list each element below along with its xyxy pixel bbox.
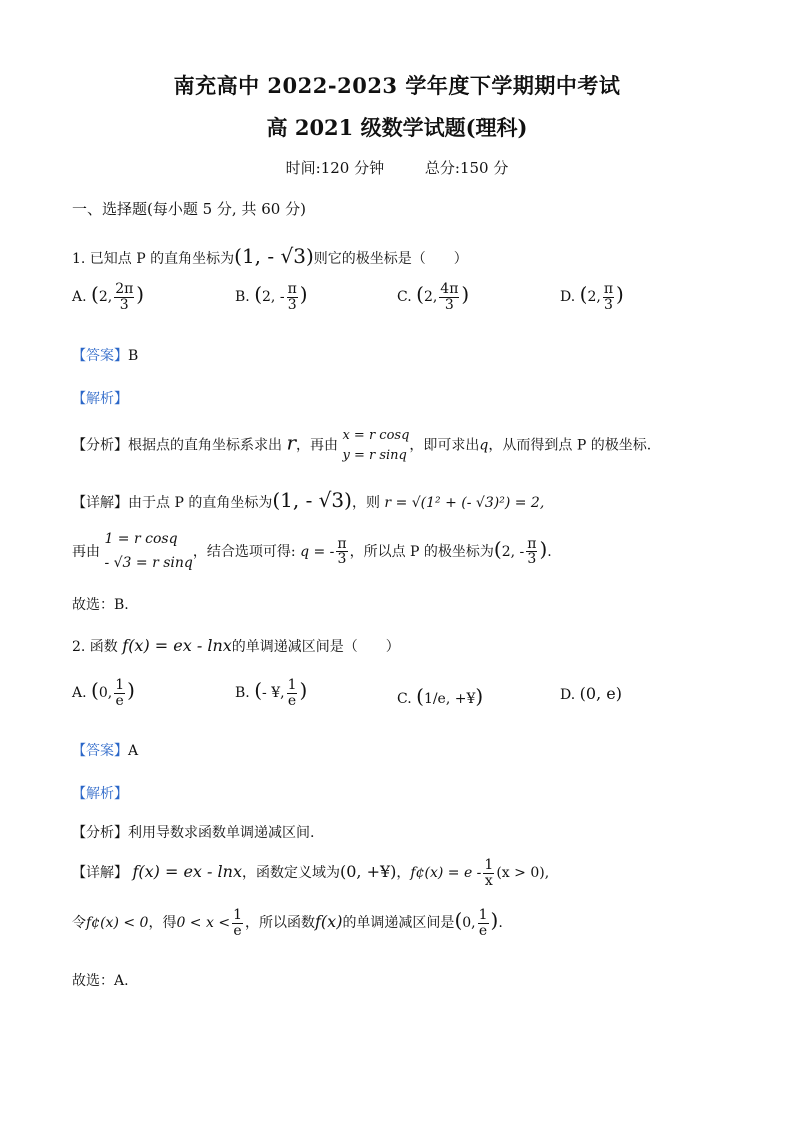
fraction: $\frac{\pi}{3}$ (603, 281, 614, 313)
q1-stem: 1. 已知点 P 的直角坐标为(1, - √3)则它的极坐标是（ ） (72, 244, 468, 268)
q2-function: f(x) = ex - lnx (122, 636, 232, 655)
q1-choose: 故选：B. (72, 597, 129, 613)
fraction: $\frac{\pi}{3}$ (287, 281, 297, 313)
fraction: $\frac{1}{e}$ (287, 677, 297, 709)
system-of-equations: 1 = r cosq - √3 = r sinq (104, 531, 193, 571)
q1-fenxi: 【分析】根据点的直角坐标系求出 r，再由 x = r cosq y = r sinq ，即可求出q，从而得到点 P 的极坐标. (72, 426, 651, 465)
q2-choose: 故选：A. (72, 973, 129, 989)
answer-tag: 【答案】 (72, 348, 128, 364)
answer-tag: 【答案】 (72, 743, 128, 759)
q1-option-a[interactable]: A. (2, $\frac{2\pi}{3}$ ) (72, 281, 145, 313)
q1-option-c[interactable]: C. (2, $\frac{4\pi}{3}$ ) (397, 281, 470, 313)
q2-answer: 【答案】A (72, 743, 139, 759)
q2-detail: 【详解】 f(x) = ex - lnx，函数定义域为(0, +¥)，f¢(x) = e - $\frac{1}{x}$ (x > 0), (72, 857, 550, 889)
q2-detail-2: 令f¢(x) < 0，得0 < x < $\frac{1}{e}$ ，所以函数f(x)的单调递减区间是(0, $\frac{1}{e}$ ). (72, 907, 503, 939)
fraction: $\frac{\pi}{3}$ (337, 535, 347, 568)
q1-analysis-tag: 【解析】 (72, 391, 128, 407)
fraction: $\frac{1}{x}$ (484, 857, 494, 889)
exam-subtitle: 高 2021 级数学试题(理科) (266, 115, 528, 140)
q1-option-d[interactable]: D. (2, $\frac{\pi}{3}$ ) (560, 281, 624, 313)
q1-detail: 【详解】由于点 P 的直角坐标为(1, - √3)，则 r = √(1² + (- √3)²) = 2, (72, 488, 545, 512)
section-heading: 一、选择题(每小题 5 分, 共 60 分) (72, 200, 306, 218)
q2-analysis-tag: 【解析】 (72, 786, 128, 802)
fraction: $\frac{\pi}{3}$ (527, 535, 537, 568)
q2-option-d[interactable]: D. (0, e) (560, 684, 622, 703)
q2-option-c[interactable]: C. (1/e, +¥) (397, 684, 484, 708)
q2-option-a[interactable]: A. (0, $\frac{1}{e}$ ) (72, 677, 135, 709)
q2-stem: 2. 函数 f(x) = ex - lnx的单调递减区间是（ ） (72, 636, 400, 655)
fraction: $\frac{1}{e}$ (478, 907, 488, 939)
fraction: $\frac{1}{e}$ (233, 907, 242, 939)
fraction: $\frac{2\pi}{3}$ (115, 281, 134, 313)
fraction: $\frac{1}{e}$ (115, 677, 125, 709)
exam-title: 南充高中 2022-2023 学年度下学期期中考试 (173, 73, 621, 98)
q1-detail-2: 再由 1 = r cosq - √3 = r sinq ，结合选项可得: q = - $\frac{\pi}{3}$ ，所以点 P 的极坐标为(2, - $\frac{\pi}{3}$ ). (72, 528, 552, 576)
q1-coord: (1, - √3) (234, 244, 314, 268)
exam-total: 总分:150 分 (424, 159, 509, 177)
fraction: $\frac{4\pi}{3}$ (440, 281, 459, 313)
q2-fenxi: 【分析】利用导数求函数单调递减区间. (72, 825, 315, 841)
q1-answer: 【答案】B (72, 348, 139, 364)
system-of-equations: x = r cosq y = r sinq (342, 428, 410, 463)
exam-time: 时间:120 分钟 (285, 159, 385, 177)
q2-option-b[interactable]: B. (- ¥, $\frac{1}{e}$ ) (235, 677, 308, 709)
q1-option-b[interactable]: B. (2, - $\frac{\pi}{3}$ ) (235, 281, 308, 313)
exam-meta (0, 157, 794, 178)
